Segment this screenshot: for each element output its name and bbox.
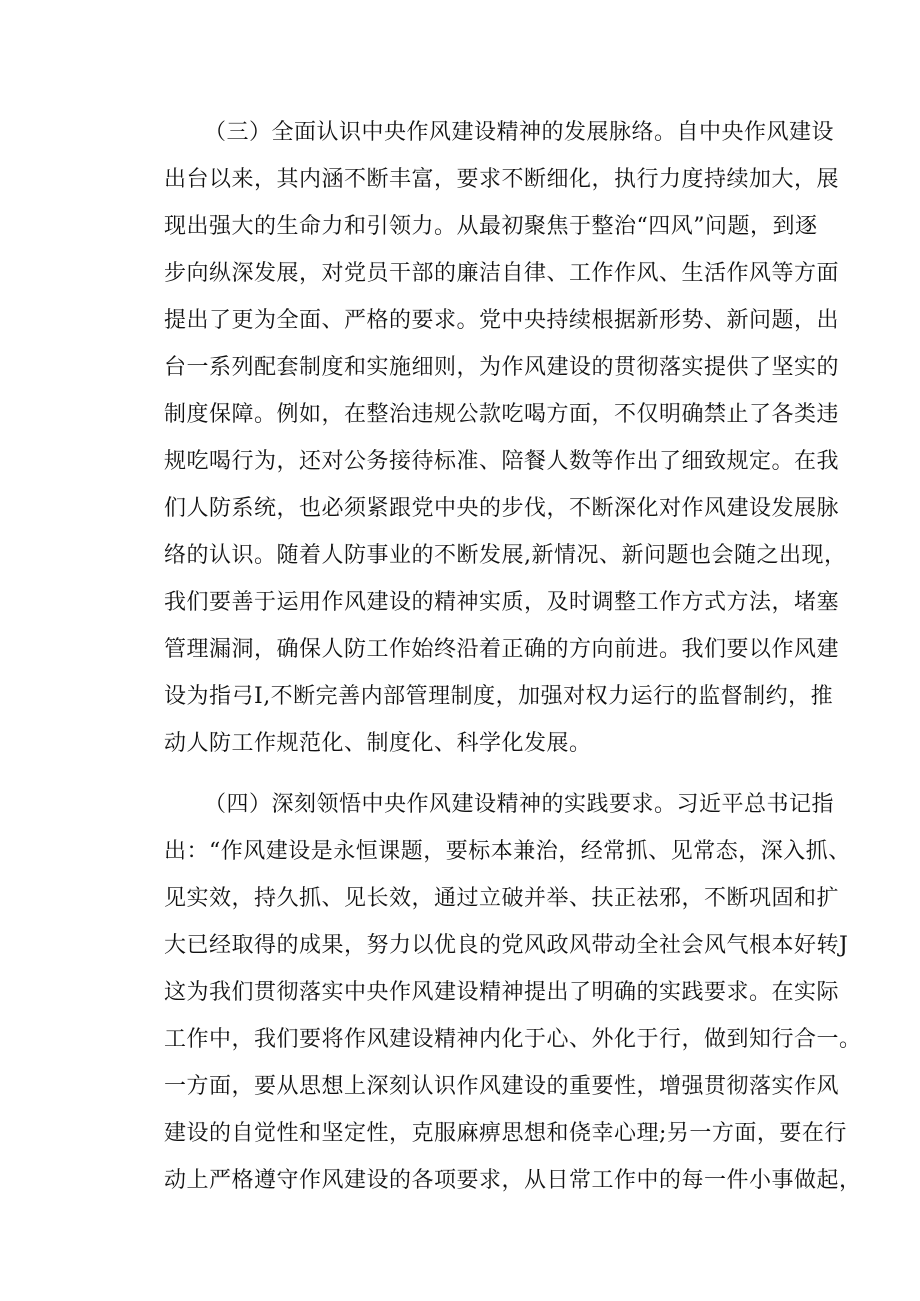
line-text: 工作中，我们要将作风建设精神内化于心、外化于行，做到知行合一。 <box>164 1027 862 1052</box>
paragraph-line <box>164 301 840 341</box>
paragraph-line <box>164 879 840 919</box>
paragraph-line <box>164 160 840 200</box>
paragraph-line <box>164 207 818 247</box>
paragraph-line <box>164 536 847 576</box>
line-text: 台一系列配套制度和实施细则，为作风建设的贯彻落实提供了坚实的 <box>164 355 840 380</box>
line-text: 提出了更为全面、严格的要求。党中央持续根据新形势、新问题，出 <box>164 308 840 333</box>
line-text: 规吃喝行为，还对公务接待标准、陪餐人数等作出了细致规定。在我 <box>164 449 840 474</box>
line-text: 现出强大的生命力和引领力。从最初聚焦于整治“四风”问题，到逐 <box>164 214 818 239</box>
paragraph-line <box>164 442 840 482</box>
paragraph-line <box>164 583 840 623</box>
paragraph-line <box>164 677 834 717</box>
line-text: 出台以来，其内涵不断丰富，要求不断细化，执行力度持续加大，展 <box>164 167 840 192</box>
paragraph-line <box>164 926 849 966</box>
paragraph-line <box>164 724 804 764</box>
line-text: 络的认识。随着人防事业的不断发展,新情况、新问题也会随之出现， <box>164 543 847 568</box>
paragraph-line <box>164 489 840 529</box>
line-text: 设为指弓I,不断完善内部管理制度，加强对权力运行的监督制约，推 <box>164 684 834 709</box>
line-text: 动人防工作规范化、制度化、科学化发展。 <box>164 731 592 756</box>
paragraph-line <box>164 832 851 872</box>
paragraph-line <box>164 630 840 670</box>
paragraph-line <box>164 973 840 1013</box>
line-text: 们人防系统，也必须紧跟党中央的步伐，不断深化对作风建设发展脉 <box>164 496 840 521</box>
paragraph-line <box>164 1114 847 1154</box>
line-text: 一方面，要从思想上深刻认识作风建设的重要性，增强贯彻落实作风 <box>164 1074 840 1099</box>
line-text: 步向纵深发展，对党员干部的廉洁自律、工作作风、生活作风等方面 <box>164 261 840 286</box>
line-text: （三）全面认识中央作风建设精神的发展脉络。自中央作风建设 <box>204 120 835 145</box>
paragraph-line <box>164 254 840 294</box>
line-text: 制度保障。例如，在整治违规公款吃喝方面，不仅明确禁止了各类违 <box>164 402 840 427</box>
paragraph-line <box>164 348 840 388</box>
line-text: 这为我们贯彻落实中央作风建设精神提出了明确的实践要求。在实际 <box>164 980 840 1005</box>
line-text: 我们要善于运用作风建设的精神实质，及时调整工作方式方法，堵塞 <box>164 590 840 615</box>
line-text: 见实效，持久抓、见长效，通过立破并举、扶正祛邪，不断巩固和扩 <box>164 886 840 911</box>
line-text: （四）深刻领悟中央作风建设精神的实践要求。习近平总书记指 <box>204 792 835 817</box>
paragraph-line <box>164 1020 862 1060</box>
line-text: 建设的自觉性和坚定性，克服麻痹思想和侥幸心理;另一方面，要在行 <box>164 1121 847 1146</box>
paragraph-line <box>204 785 844 825</box>
paragraph-line <box>164 395 840 435</box>
line-text: 大已经取得的成果，努力以优良的党风政风带动全社会风气根本好转J <box>164 933 849 958</box>
line-text: 管理漏洞，确保人防工作始终沿着正确的方向前进。我们要以作风建 <box>164 637 840 662</box>
paragraph-line <box>204 113 844 153</box>
line-text: 出：“作风建设是永恒课题，要标本兼治，经常抓、见常态，深入抓、 <box>164 839 851 864</box>
paragraph-line <box>164 1161 862 1201</box>
line-text: 动上严格遵守作风建设的各项要求，从日常工作中的每一件小事做起， <box>164 1168 862 1193</box>
paragraph-line <box>164 1067 840 1107</box>
